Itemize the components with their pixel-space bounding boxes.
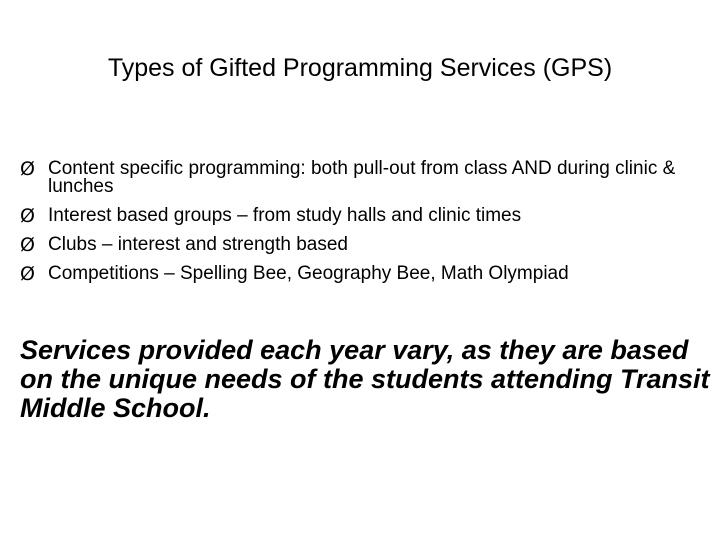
bullet-list [20, 160, 710, 294]
bullet-item-interest-groups [20, 207, 710, 225]
slide-title: Types of Gifted Programming Services (GPS) [107, 54, 613, 82]
arrow-bullet-icon: Ø [20, 234, 35, 256]
bullet-text: Competitions – Spelling Bee, Geography Bee, Math Olympiad [48, 263, 569, 284]
bullet-item-clubs [20, 236, 710, 254]
bullet-item-content-specific [20, 160, 710, 196]
bullet-text: Clubs – interest and strength based [48, 234, 348, 255]
arrow-bullet-icon: Ø [20, 205, 35, 227]
bullet-text: Content specific programming: both pull-out from class AND during clinic & lunches [48, 158, 676, 197]
bullet-item-competitions [20, 265, 710, 283]
closing-statement: Services provided each year vary, as they are based on the unique needs of the students attending Transit Middle School. [20, 335, 710, 423]
arrow-bullet-icon: Ø [20, 158, 35, 180]
bullet-text: Interest based groups – from study halls and clinic times [48, 205, 522, 226]
arrow-bullet-icon: Ø [20, 263, 35, 285]
